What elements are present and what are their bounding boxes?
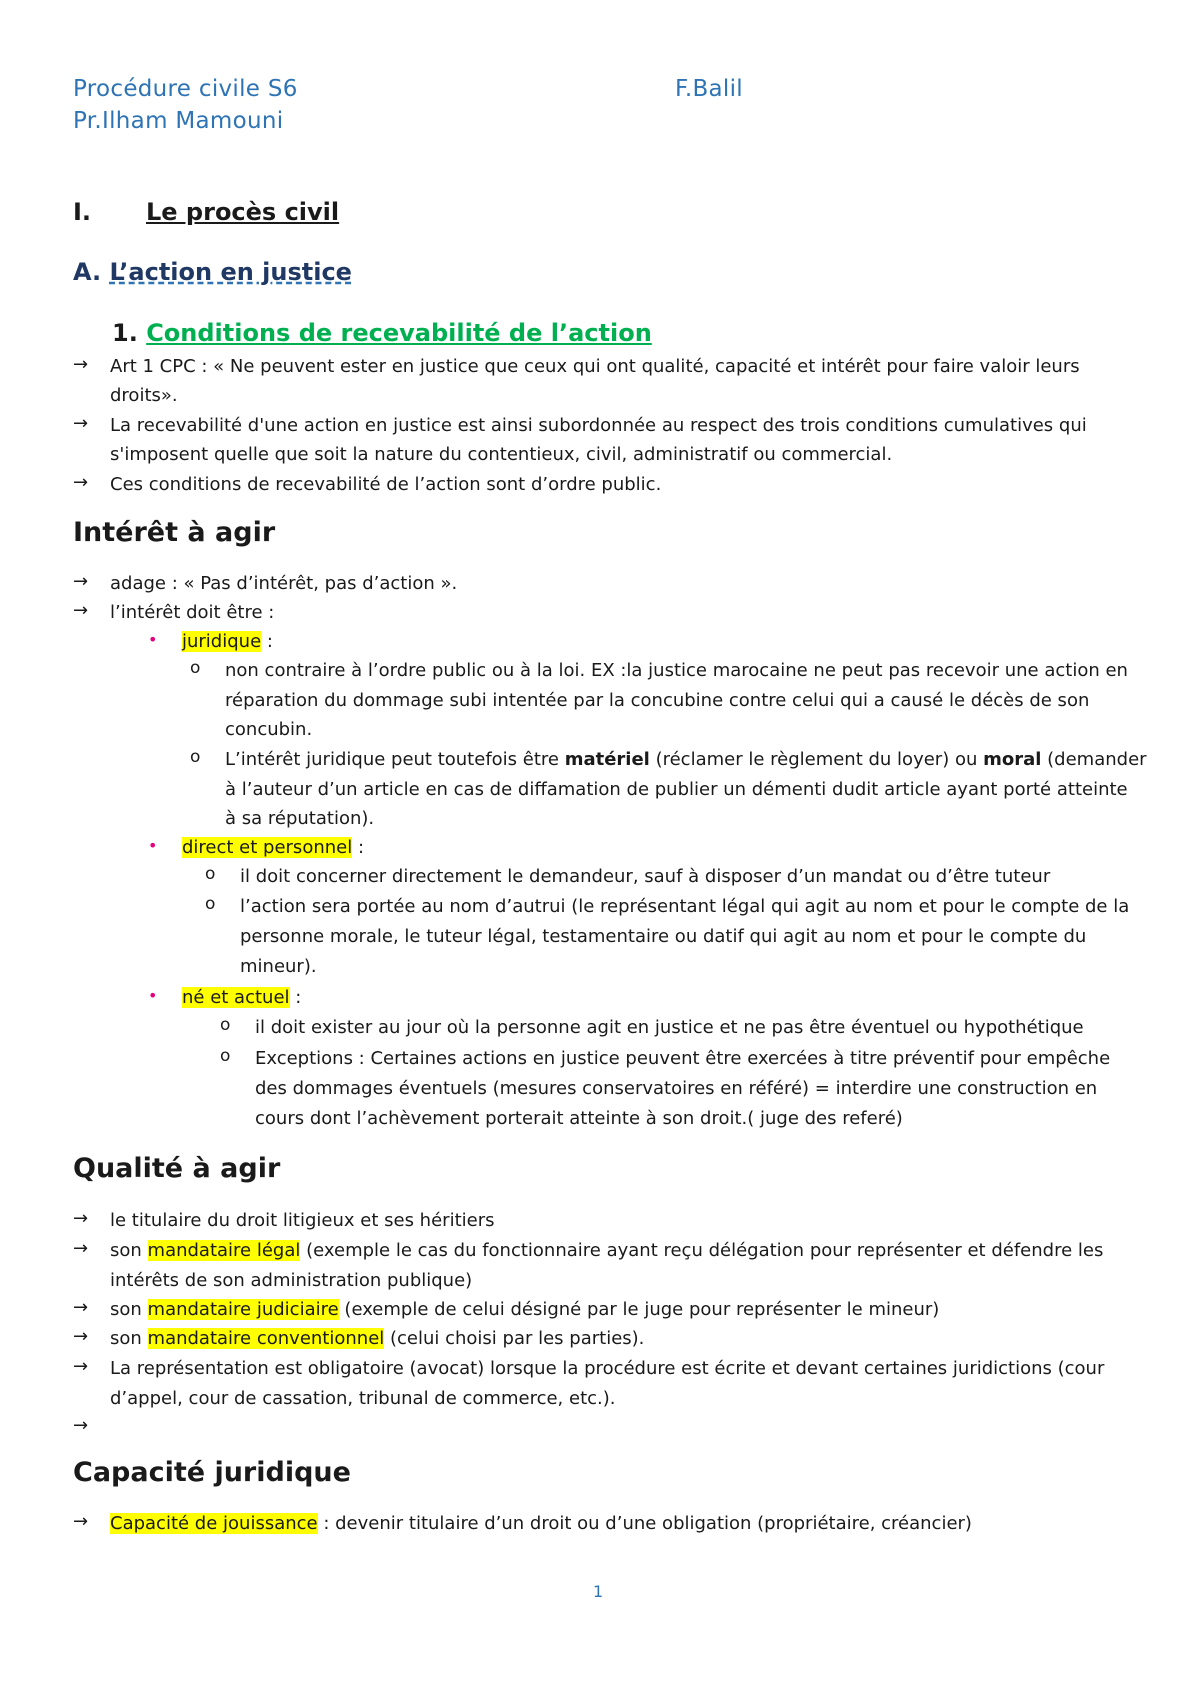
paragraph-line: La représentation est obligatoire (avocat) lorsque la procédure est écrite et devant certaines juridictions (cour [110,1358,1105,1379]
bold-term: moral [983,749,1042,770]
circle-bullet-icon: o [190,658,201,678]
text-run: (réclamer le règlement du loyer) ou [649,749,984,770]
text-run: : devenir titulaire d’un droit ou d’une obligation (propriétaire, créancier) [317,1513,972,1534]
section-title-interet: Intérêt à agir [73,517,276,548]
heading-number: 1. [112,319,138,347]
bold-term: matériel [564,749,650,770]
text-run: L’intérêt juridique peut toutefois être [225,749,565,770]
sub-item-line: à sa réputation). [225,808,375,829]
text-run: son [110,1328,148,1349]
sub-item-line: cours dont l’achèvement porterait atteinte à son droit.( juge des referé) [255,1108,903,1129]
text-run: son [110,1240,148,1261]
author-name: F.Balil [675,76,743,102]
sub-item-line: Exceptions : Certaines actions en justice peuvent être exercées à titre préventif pour empêche [255,1048,1111,1069]
circle-bullet-icon: o [205,864,216,884]
heading-level-1 [73,198,339,226]
paragraph-line [110,1509,972,1538]
paragraph-line: Ces conditions de recevabilité de l’action sont d’ordre public. [110,474,662,495]
text-run: son [110,1299,148,1320]
paragraph-line: intérêts de son administration publique) [110,1270,473,1291]
right-arrow-icon: → [73,1326,89,1347]
page-number: 1 [593,1582,604,1601]
text-run: (demander [1041,749,1147,770]
right-arrow-icon: → [73,413,89,434]
paragraph-line [110,1236,1103,1265]
text-run: (celui choisi par les parties). [384,1328,645,1349]
circle-bullet-icon: o [220,1046,231,1066]
highlighted-term: mandataire judiciaire [147,1299,339,1320]
right-arrow-icon: → [73,1238,89,1259]
right-arrow-icon: → [73,472,89,493]
paragraph-line: l’intérêt doit être : [110,602,275,623]
right-arrow-icon: → [73,600,89,621]
sub-item-line: des dommages éventuels (mesures conservatoires en référé) = interdire une construction en [255,1078,1098,1099]
pink-bullet-icon: • [148,836,158,855]
sub-item-line: personne morale, le tuteur légal, testamentaire ou datif qui agit au nom et pour le compte du [240,926,1087,947]
text-run: (exemple le cas du fonctionnaire ayant reçu délégation pour représenter et défendre les [300,1240,1104,1261]
section-title-capacite: Capacité juridique [73,1457,351,1488]
right-arrow-icon: → [73,1356,89,1377]
circle-bullet-icon: o [190,747,201,767]
heading-title: Conditions de recevabilité de l’action [146,319,652,347]
pink-bullet-icon: • [148,630,158,649]
paragraph-line: adage : « Pas d’intérêt, pas d’action ». [110,573,458,594]
bullet-item: juridique : [182,631,273,652]
heading-letter: A. [73,258,102,286]
paragraph-line: La recevabilité d'une action en justice est ainsi subordonnée au respect des trois conditions cumulatives qui [110,415,1087,436]
sub-item-line: réparation du dommage subi intentée par la concubine contre celui qui a causé le décès de son [225,690,1090,711]
circle-bullet-icon: o [220,1015,231,1035]
bullet-item: direct et personnel : [182,837,365,858]
heading-level-2 [73,258,352,286]
pink-bullet-icon: • [148,986,158,1005]
paragraph-line [110,1324,644,1353]
circle-bullet-icon: o [205,894,216,914]
right-arrow-icon: → [73,1297,89,1318]
right-arrow-icon: → [73,1208,89,1229]
heading-level-3 [112,319,652,347]
sub-item-line: non contraire à l’ordre public ou à la loi. EX :la justice marocaine ne peut pas recevoir une action en [225,660,1128,681]
heading-number: I. [73,198,92,226]
sub-item-line: il doit exister au jour où la personne agit en justice et ne pas être éventuel ou hypothétique [255,1017,1084,1038]
professor-name: Pr.Ilham Mamouni [73,108,284,134]
paragraph-line: le titulaire du droit litigieux et ses héritiers [110,1210,495,1231]
right-arrow-icon: → [73,1511,89,1532]
sub-item-line: mineur). [240,956,317,977]
sub-item-line: à l’auteur d’un article en cas de diffamation de publier un démenti dudit article ayant porté atteinte [225,779,1128,800]
paragraph-line [110,1295,939,1324]
sub-item-line [225,745,1147,774]
sub-item-line: l’action sera portée au nom d’autrui (le représentant légal qui agit au nom et pour le compte de la [240,896,1130,917]
right-arrow-icon: → [73,354,89,375]
highlighted-term: direct et personnel [182,837,353,858]
highlighted-term: juridique [182,631,262,652]
text-run: (exemple de celui désigné par le juge pour représenter le mineur) [338,1299,940,1320]
right-arrow-icon: → [73,571,89,592]
highlighted-term: mandataire conventionnel [147,1328,385,1349]
paragraph-line: d’appel, cour de cassation, tribunal de commerce, etc.). [110,1388,616,1409]
sub-item-line: concubin. [225,719,313,740]
right-arrow-icon: → [73,1415,89,1436]
heading-title: L’action en justice [109,258,352,286]
highlighted-term: Capacité de jouissance [110,1513,318,1534]
paragraph-line: s'imposent quelle que soit la nature du contentieux, civil, administratif ou commercial. [110,444,893,465]
highlighted-term: né et actuel [182,987,290,1008]
heading-title: Le procès civil [146,198,340,226]
section-title-qualite: Qualité à agir [73,1153,281,1184]
sub-item-line: il doit concerner directement le demandeur, sauf à disposer d’un mandat ou d’être tuteur [240,866,1051,887]
paragraph-line: Art 1 CPC : « Ne peuvent ester en justice que ceux qui ont qualité, capacité et intérêt pour faire valoir leurs [110,356,1080,377]
course-title: Procédure civile S6 [73,76,298,102]
paragraph-line: droits». [110,385,178,406]
bullet-item: né et actuel : [182,987,302,1008]
highlighted-term: mandataire légal [147,1240,301,1261]
